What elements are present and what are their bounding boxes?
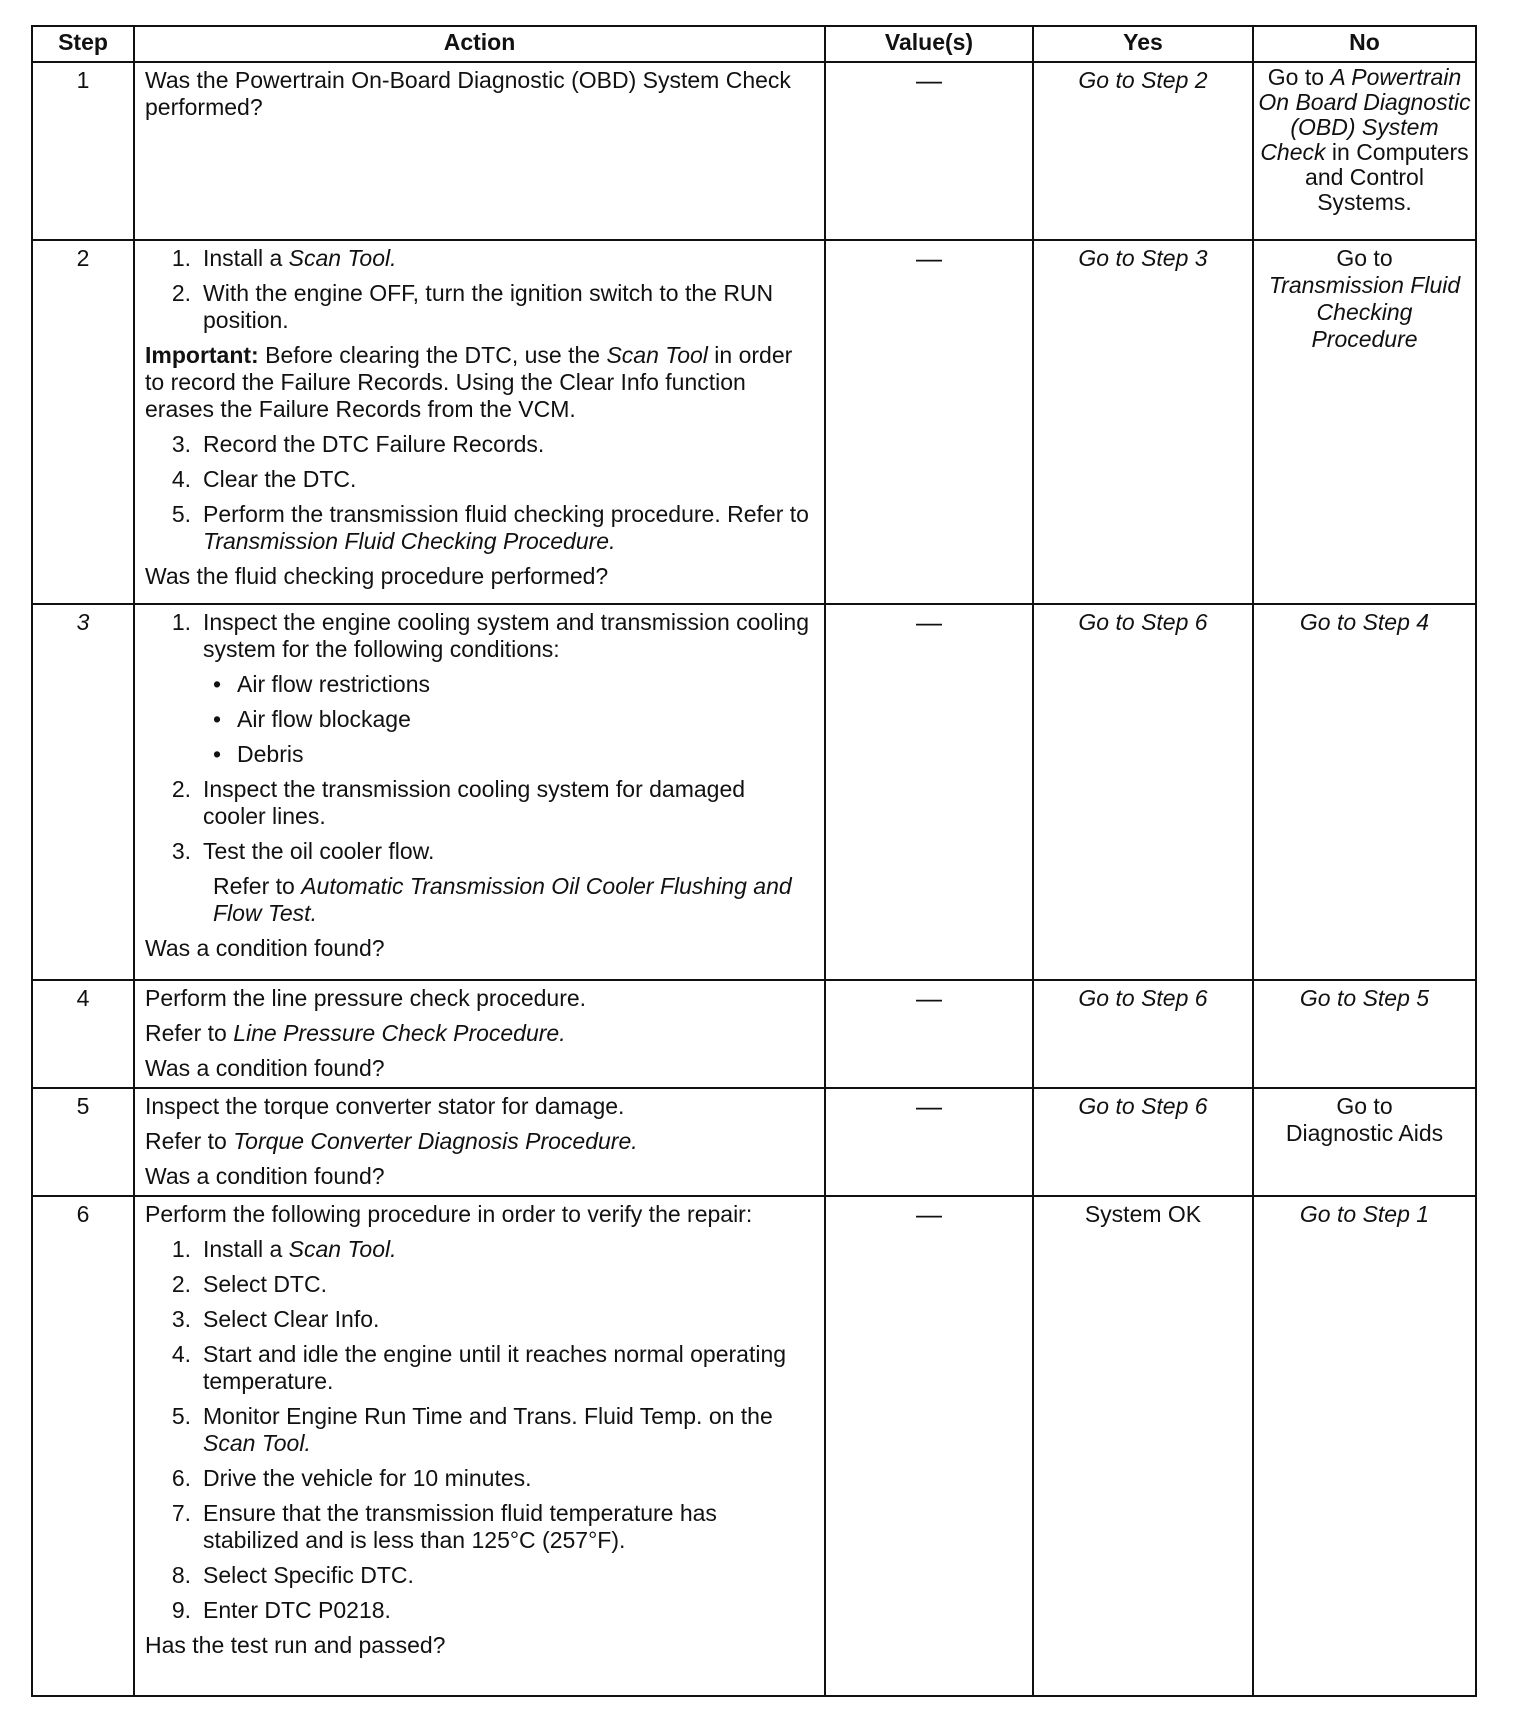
value-cell: —	[825, 62, 1033, 240]
yes-cell: Go to Step 2	[1033, 62, 1253, 240]
action-cell: Perform the line pressure check procedure. Refer to Line Pressure Check Procedure. Was a condition found?	[134, 980, 825, 1088]
action-cell	[134, 62, 825, 240]
no-cell: Go to Diagnostic Aids	[1253, 1088, 1476, 1196]
step-number: 5	[32, 1088, 134, 1196]
reference-note: Refer to Automatic Transmission Oil Cooler Flushing and Flow Test.	[213, 873, 792, 926]
header-values: Value(s)	[825, 26, 1033, 62]
list-item: 8. Select Specific DTC.	[171, 1562, 414, 1588]
bullet-item: • Debris	[213, 741, 304, 767]
action-cell: Inspect the torque converter stator for damage. Refer to Torque Converter Diagnosis Procedure. Was a condition found?	[134, 1088, 825, 1196]
value-cell: —	[825, 1088, 1033, 1196]
step-number: 2	[32, 240, 134, 604]
table-row	[32, 604, 1476, 980]
list-item: 2. Select DTC.	[171, 1271, 327, 1297]
header-no: No	[1253, 26, 1476, 62]
list-item: 3. Test the oil cooler flow.	[171, 838, 435, 864]
list-item: 9. Enter DTC P0218.	[171, 1597, 391, 1623]
question: Was a condition found?	[145, 1055, 385, 1081]
list-item: 2. Inspect the transmission cooling system for damaged cooler lines.	[171, 776, 746, 829]
reference-link[interactable]: Transmission Fluid Checking Procedure	[1268, 272, 1461, 352]
question: Was the Powertrain On-Board Diagnostic (OBD) System Check performed?	[145, 67, 791, 120]
list-item: 1. Inspect the engine cooling system and transmission cooling system for the following conditions:	[171, 609, 810, 662]
action-cell	[134, 240, 825, 604]
list-item: 1. Install a Scan Tool.	[171, 245, 397, 271]
yes-cell: Go to Step 6	[1033, 604, 1253, 980]
reference-link[interactable]: A Powertrain On Board Diagnostic (OBD) System Check	[1258, 64, 1471, 165]
yes-cell: Go to Step 6	[1033, 1088, 1253, 1196]
value-cell: —	[825, 980, 1033, 1088]
header-row	[32, 26, 1476, 62]
reference-link[interactable]: Automatic Transmission Oil Cooler Flushing and Flow Test.	[213, 873, 792, 926]
list-item: 5. Monitor Engine Run Time and Trans. Fluid Temp. on the Scan Tool.	[171, 1403, 773, 1456]
value-cell: —	[825, 604, 1033, 980]
reference-link[interactable]: Torque Converter Diagnosis Procedure.	[233, 1128, 638, 1154]
no-cell: Go to Step 1	[1253, 1196, 1476, 1696]
reference-link[interactable]: Diagnostic Aids	[1285, 1120, 1444, 1146]
header-action: Action	[134, 26, 825, 62]
list-item: 4. Clear the DTC.	[171, 466, 357, 492]
step-number: 4	[32, 980, 134, 1088]
no-cell: Go to A Powertrain On Board Diagnostic (OBD) System Check in Computers and Control Systems.	[1253, 62, 1476, 240]
no-cell: Go to Step 5	[1253, 980, 1476, 1088]
action-cell	[134, 604, 825, 980]
yes-cell: Go to Step 3	[1033, 240, 1253, 604]
list-item: 7. Ensure that the transmission fluid temperature has stabilized and is less than 125°C (257°F).	[171, 1500, 717, 1553]
bullet-item: • Air flow restrictions	[213, 671, 430, 697]
bullet-item: • Air flow blockage	[213, 706, 411, 732]
step-number: 3	[32, 604, 134, 980]
list-item: 1. Install a Scan Tool.	[171, 1236, 397, 1262]
reference-link[interactable]: Transmission Fluid Checking Procedure.	[203, 528, 616, 554]
table-row	[32, 240, 1476, 604]
action-cell: Perform the following procedure in order to verify the repair: 1. Install a Scan Tool. 2. Select DTC. 3. Select Clear Info. 4. Start and idle the engine until it reaches normal operating temperature. 5. Monitor Engine Run Time and Trans. Fluid Temp. on the Scan Tool. 6. Drive the vehicle for 10 minutes. 7. Ensure that the transmission fluid temperature has stabilized and is less than 125°C (257°F). 8. Select Specific DTC. 9. Enter DTC P0218. Has the test run and passed?	[134, 1196, 825, 1696]
yes-cell: System OK	[1033, 1196, 1253, 1696]
list-item: 3. Record the DTC Failure Records.	[171, 431, 545, 457]
table-row	[32, 1196, 1476, 1696]
important-note: Important: Before clearing the DTC, use the Scan Tool in order to record the Failure Records. Using the Clear Info function erases the Failure Records from the VCM.	[145, 342, 793, 422]
no-cell: Go to Transmission Fluid Checking Procedure	[1253, 240, 1476, 604]
question: Was the fluid checking procedure performed?	[145, 563, 609, 589]
list-item: 4. Start and idle the engine until it reaches normal operating temperature.	[171, 1341, 787, 1394]
header-yes: Yes	[1033, 26, 1253, 62]
value-cell: —	[825, 1196, 1033, 1696]
diagnostic-table	[31, 25, 1477, 1697]
reference-link[interactable]: Line Pressure Check Procedure.	[233, 1020, 566, 1046]
header-step: Step	[32, 26, 134, 62]
question: Has the test run and passed?	[145, 1632, 446, 1658]
list-item: 5. Perform the transmission fluid checking procedure. Refer to Transmission Fluid Checking Procedure.	[171, 501, 809, 554]
table-row	[32, 1088, 1476, 1196]
step-number: 1	[32, 62, 134, 240]
table-row	[32, 62, 1476, 240]
list-item: 2. With the engine OFF, turn the ignition switch to the RUN position.	[171, 280, 774, 333]
question: Was a condition found?	[145, 1163, 385, 1189]
no-cell: Go to Step 4	[1253, 604, 1476, 980]
yes-cell: Go to Step 6	[1033, 980, 1253, 1088]
list-item: 3. Select Clear Info.	[171, 1306, 380, 1332]
step-number: 6	[32, 1196, 134, 1696]
value-cell: —	[825, 240, 1033, 604]
question: Was a condition found?	[145, 935, 385, 961]
table-row	[32, 980, 1476, 1088]
list-item: 6. Drive the vehicle for 10 minutes.	[171, 1465, 532, 1491]
